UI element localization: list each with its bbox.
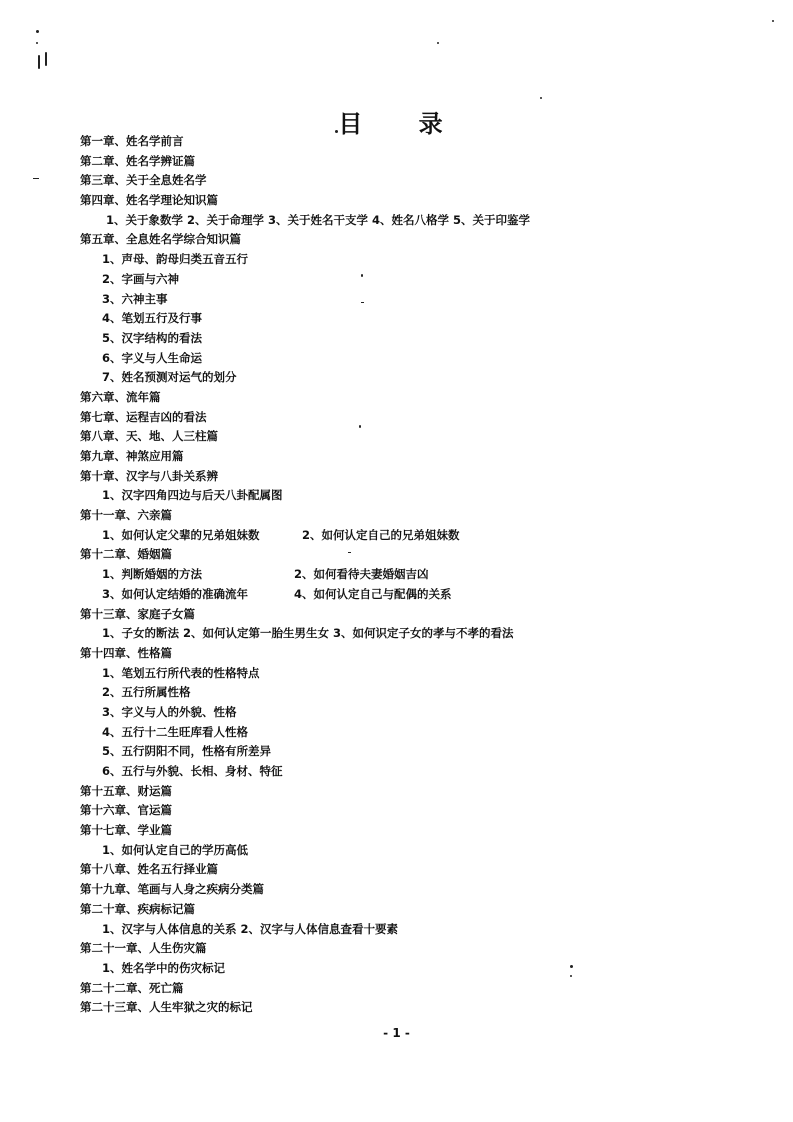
toc-chapter: 第十七章、学业篇 [80,823,172,838]
toc-chapter: 第三章、关于全息姓名学 [80,173,207,188]
toc-chapter: 第二十二章、死亡篇 [80,980,184,995]
toc-chapter: 第二十章、疾病标记篇 [80,901,195,916]
toc-chapter: 第二十三章、人生牢狱之灾的标记 [80,1000,253,1015]
toc-chapter: 第四章、姓名学理论知识篇 [80,193,218,208]
toc-section: 3、如何认定结婚的准确流年 [102,586,249,601]
toc-section: 1、笔划五行所代表的性格特点 [102,665,260,680]
toc-chapter: 第九章、神煞应用篇 [80,449,184,463]
toc-chapter: 第十章、汉字与八卦关系辨 [80,468,218,483]
toc-section-row [80,565,740,585]
scan-speck [33,178,39,179]
toc-section: 5、五行阴阳不同，性格有所差异 [102,744,271,759]
toc-section: 3、六神主事 [102,291,168,306]
toc-chapter: 第十一章、六亲篇 [80,508,172,523]
toc-section: 4、五行十二生旺库看人性格 [102,724,249,739]
toc-section: 1、判断婚姻的方法 [102,567,203,582]
scan-speck [772,20,774,22]
toc-section: 4、如何认定自己与配偶的关系 [294,586,452,601]
toc-section: 5、汉字结构的看法 [102,330,203,345]
toc-chapter: 第二十一章、人生伤灾篇 [80,941,207,956]
toc-section: 1、子女的断法 2、如何认定第一胎生男生女 3、如何识定子女的孝与不孝的看法 [102,626,514,641]
scan-speck [437,42,439,44]
toc-section: 1、如何认定父辈的兄弟姐妹数 [102,527,260,542]
toc-section: 1、姓名学中的伤灾标记 [102,960,226,975]
toc-section: 1、如何认定自己的学历高低 [102,842,249,857]
toc-chapter: 第十六章、官运篇 [80,803,172,818]
toc-section: 2、如何看待夫妻婚姻吉凶 [294,567,429,582]
table-of-contents [80,132,740,1018]
toc-chapter: 第十五章、财运篇 [80,783,172,798]
toc-chapter: 第六章、流年篇 [80,389,161,404]
toc-chapter: 第一章、姓名学前言 [80,134,184,148]
toc-section: 2、如何认定自己的兄弟姐妹数 [302,527,460,542]
page-number: - 1 - [383,1026,410,1040]
toc-section: 7、姓名预测对运气的划分 [102,370,237,385]
toc-section: 1、汉字四角四边与后天八卦配属图 [102,488,283,503]
scan-speck [45,52,47,66]
toc-chapter: 第五章、全息姓名学综合知识篇 [80,232,241,247]
toc-section-row [80,526,740,546]
toc-section: 2、字画与六神 [102,271,180,286]
page-title: 目 录 [338,110,467,138]
toc-chapter: 第十四章、性格篇 [80,645,172,660]
toc-section: 1、汉字与人体信息的关系 2、汉字与人体信息查看十要素 [102,921,399,936]
scan-speck [540,97,542,99]
toc-chapter: 第二章、姓名学辨证篇 [80,153,195,168]
toc-section: 6、五行与外貌、长相、身材、特征 [102,764,283,778]
toc-section: 1、关于象数学 2、关于命理学 3、关于姓名干支学 4、姓名八格学 5、关于印鉴学 [106,212,531,227]
toc-chapter: 第十二章、婚姻篇 [80,547,172,562]
toc-section: 2、五行所属性格 [102,685,191,700]
toc-section: 4、笔划五行及行事 [102,311,203,326]
toc-section: 3、字义与人的外貌、性格 [102,704,237,719]
toc-chapter: 第八章、天、地、人三柱篇 [80,429,218,444]
toc-section: 1、声母、韵母归类五音五行 [102,252,249,267]
scan-speck [36,30,39,33]
toc-chapter: 第十三章、家庭子女篇 [80,606,195,621]
toc-chapter: 第十八章、姓名五行择业篇 [80,862,218,877]
toc-section: 6、字义与人生命运 [102,350,203,365]
toc-section-row [80,585,740,605]
scan-speck [36,42,38,44]
scan-speck [38,55,40,69]
toc-chapter: 第七章、运程吉凶的看法 [80,409,207,424]
toc-chapter: 第十九章、笔画与人身之疾病分类篇 [80,882,264,897]
